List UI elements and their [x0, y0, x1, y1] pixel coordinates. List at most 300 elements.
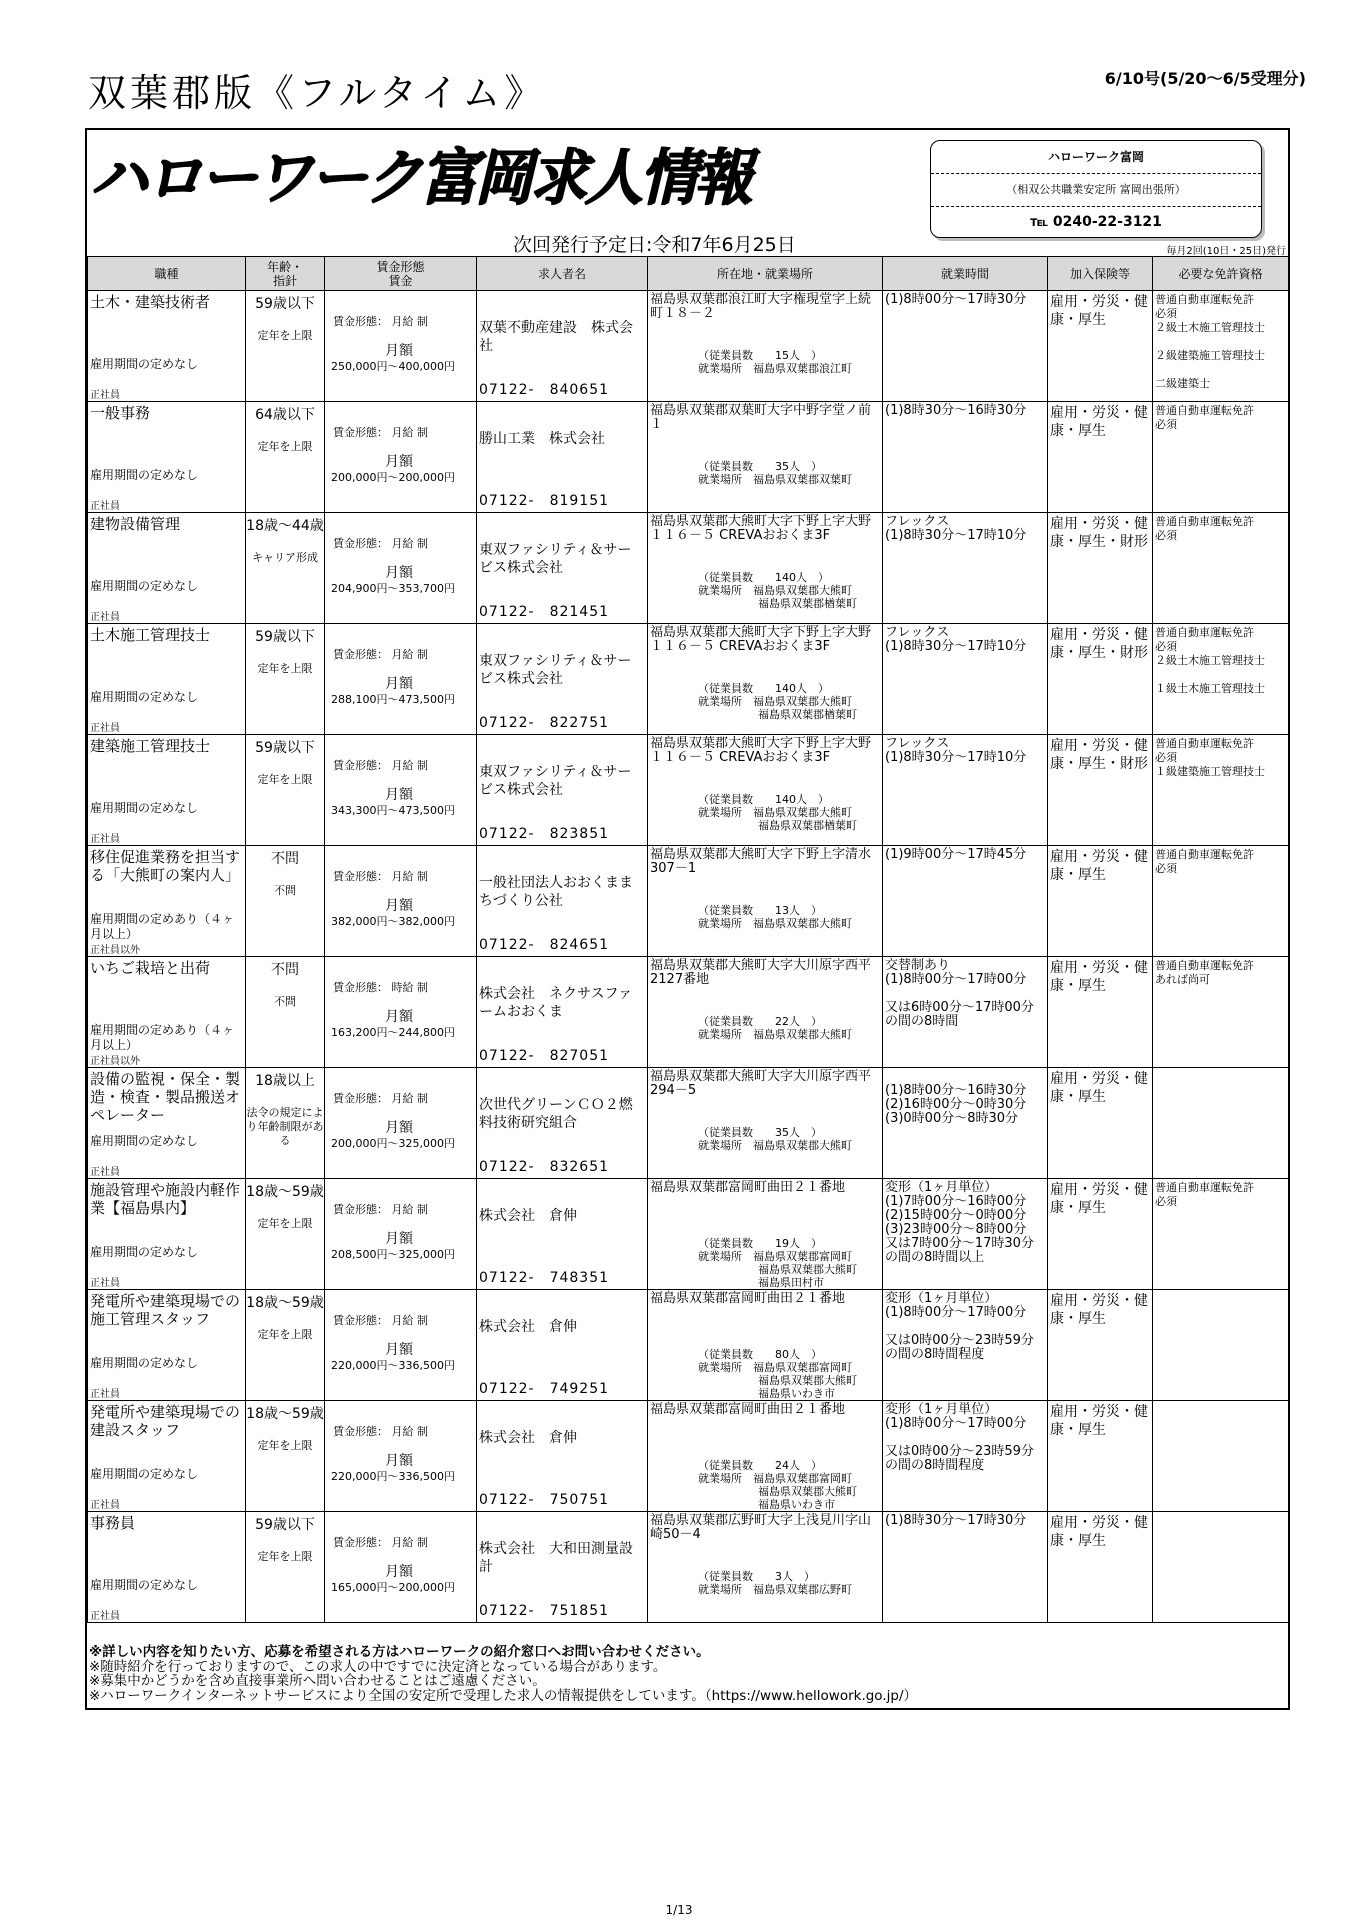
hours-line: (3)0時00分～8時30分	[885, 1111, 1019, 1126]
next-issue-date: 次回発行予定日:令和7年6月25日	[513, 234, 796, 256]
staff-count: （従業員数 19人 ）	[698, 1237, 822, 1250]
edition-label: 双葉郡版《フルタイム》	[88, 71, 547, 115]
license-list	[1155, 848, 1286, 876]
hours-line: (1)8時00分～17時00分	[885, 972, 1027, 987]
employer-cell	[477, 1179, 648, 1290]
age-limit: 59歳以下	[255, 296, 315, 312]
employment-type: 正社員	[90, 390, 120, 401]
occupation-cell	[88, 402, 246, 513]
wage-cell	[325, 624, 477, 735]
occupation-cell	[88, 1068, 246, 1179]
work-site: 就業場所 福島県双葉郡大熊町	[698, 695, 852, 708]
age-note: 不問	[274, 884, 296, 897]
age-cell	[246, 1512, 325, 1623]
work-hours	[885, 1292, 1045, 1362]
wage-cell	[325, 1401, 477, 1512]
col-occupation: 職種	[88, 257, 246, 291]
occupation-title: 移住促進業務を担当する「大熊町の案内人」	[90, 848, 241, 884]
work-site: 就業場所 福島県双葉郡大熊町	[698, 806, 852, 819]
age-limit: 不問	[271, 851, 299, 867]
staff-count: （従業員数 35人 ）	[698, 460, 822, 473]
staff-count: （従業員数 140人 ）	[698, 793, 829, 806]
wage-range: 250,000円～400,000円	[331, 360, 455, 373]
hours-line: フレックス	[885, 514, 950, 529]
insurance-cell	[1048, 735, 1153, 846]
employment-term: 雇用期間の定めなし	[90, 1134, 199, 1148]
employer-address: 福島県双葉郡大熊町大字大川原字西平294－5	[650, 1069, 872, 1098]
hours-cell	[883, 1401, 1048, 1512]
employer-name: 東双ファシリティ＆サービス株式会社	[479, 542, 632, 576]
license-cell	[1153, 1290, 1289, 1401]
occupation-cell	[88, 957, 246, 1068]
license-item: 普通自動車運転免許	[1155, 1181, 1254, 1194]
license-cell	[1153, 846, 1289, 957]
employer-name: 一般社団法人おおくままちづくり公社	[479, 875, 633, 909]
location-cell	[648, 1068, 883, 1179]
col-license: 必要な免許資格	[1153, 257, 1289, 291]
occupation-title: 設備の監視・保全・製造・検査・製品搬送オペレーター	[90, 1070, 241, 1124]
employment-term: 雇用期間の定めなし	[90, 579, 199, 593]
age-note: 定年を上限	[257, 1550, 313, 1563]
age-cell	[246, 513, 325, 624]
issue-label: 6/10号(5/20～6/5受理分)	[1104, 69, 1306, 88]
license-item: 普通自動車運転免許	[1155, 959, 1254, 972]
insurance-list: 雇用・労災・健康・厚生	[1050, 1293, 1148, 1327]
license-cell	[1153, 1401, 1289, 1512]
hours-line	[885, 1320, 1045, 1334]
license-item: 必須	[1155, 529, 1177, 542]
wage-unit: 月額	[385, 787, 413, 803]
location-cell	[648, 1512, 883, 1623]
occupation-cell	[88, 291, 246, 402]
work-site: 就業場所 福島県双葉郡富岡町	[698, 1472, 852, 1485]
hours-line: (2)16時00分～0時30分	[885, 1097, 1027, 1112]
wage-cell	[325, 513, 477, 624]
hours-line: (1)9時00分～17時45分	[885, 847, 1027, 862]
hours-line: (1)8時00分～16時30分	[885, 1083, 1027, 1098]
license-item: あれば尚可	[1155, 973, 1210, 986]
hours-line: (1)8時00分～17時00分	[885, 1416, 1027, 1431]
wage-type: 賃金形態： 月給 制	[333, 759, 428, 772]
employment-type: 正社員以外	[90, 1056, 140, 1067]
age-limit: 18歳～59歳	[246, 1406, 324, 1422]
wage-unit: 月額	[385, 343, 413, 359]
col-employer: 求人者名	[477, 257, 648, 291]
job-row	[88, 735, 1289, 846]
note-line: ※詳しい内容を知りたい方、応募を希望される方はハローワークの紹介窓口へお問い合わせください。	[89, 1644, 710, 1660]
occupation-title: 建物設備管理	[90, 515, 181, 533]
employment-term: 雇用期間の定めなし	[90, 1245, 199, 1259]
work-sites	[698, 584, 857, 610]
location-cell	[648, 846, 883, 957]
work-site: 就業場所 福島県双葉郡双葉町	[698, 473, 852, 486]
employer-cell	[477, 735, 648, 846]
wage-type: 賃金形態： 月給 制	[333, 1425, 428, 1438]
job-row	[88, 1068, 1289, 1179]
age-cell	[246, 846, 325, 957]
license-item: １級土木施工管理技士	[1155, 682, 1265, 695]
license-list	[1155, 737, 1286, 779]
employment-type: 正社員	[90, 1611, 120, 1622]
wage-type: 賃金形態： 月給 制	[333, 1314, 428, 1327]
occupation-title: 施設管理や施設内軽作業【福島県内】	[90, 1181, 241, 1217]
hours-line: (1)8時30分～17時10分	[885, 528, 1027, 543]
work-hours	[885, 1070, 1045, 1126]
employer-name: 株式会社 倉伸	[479, 1208, 577, 1224]
license-cell	[1153, 402, 1289, 513]
wage-cell	[325, 957, 477, 1068]
publish-frequency: 毎月2回(10日・25日)発行	[1166, 246, 1286, 257]
occupation-cell	[88, 513, 246, 624]
wage-range: 220,000円～336,500円	[331, 1359, 455, 1372]
notes	[89, 1645, 1286, 1703]
hours-line: 又は0時00分～23時59分	[885, 1333, 1034, 1348]
insurance-cell	[1048, 1068, 1153, 1179]
employer-name: 双葉不動産建設 株式会社	[479, 320, 633, 354]
employer-address: 福島県双葉郡広野町大字上浅見川字山崎50－4	[650, 1513, 872, 1542]
wage-range: 200,000円～200,000円	[331, 471, 455, 484]
job-row	[88, 957, 1289, 1068]
note-line: ※募集中かどうかを含め直接事業所へ問い合わせることはご遠慮ください。	[89, 1673, 546, 1689]
license-list	[1155, 1181, 1286, 1209]
location-cell	[648, 1401, 883, 1512]
wage-cell	[325, 291, 477, 402]
wage-range: 220,000円～336,500円	[331, 1470, 455, 1483]
hours-cell	[883, 1290, 1048, 1401]
wage-range: 163,200円～244,800円	[331, 1026, 455, 1039]
age-note: 定年を上限	[257, 440, 313, 453]
hours-cell	[883, 291, 1048, 402]
insurance-cell	[1048, 513, 1153, 624]
insurance-list: 雇用・労災・健康・厚生	[1050, 294, 1148, 328]
employer-address: 福島県双葉郡双葉町大字中野字堂ノ前１	[650, 403, 872, 432]
office-subtitle: （相双公共職業安定所 富岡出張所）	[931, 174, 1261, 207]
license-item: 普通自動車運転免許	[1155, 515, 1254, 528]
employer-address: 福島県双葉郡大熊町大字大川原字西平2127番地	[650, 958, 872, 987]
employment-term: 雇用期間の定めなし	[90, 1467, 199, 1481]
hours-line: 交替制あり	[885, 958, 951, 973]
insurance-list: 雇用・労災・健康・厚生	[1050, 1404, 1148, 1438]
job-number: 07122- 824651	[479, 937, 610, 953]
employer-cell	[477, 513, 648, 624]
hours-cell	[883, 513, 1048, 624]
page-title: ハローワーク富岡求人情報	[89, 141, 750, 213]
job-number: 07122- 822751	[479, 715, 610, 731]
hours-cell	[883, 735, 1048, 846]
work-site: 福島県双葉郡楢葉町	[758, 819, 857, 832]
insurance-list: 雇用・労災・健康・厚生	[1050, 1071, 1148, 1105]
wage-cell	[325, 1512, 477, 1623]
age-note: 定年を上限	[257, 1217, 313, 1230]
employer-name: 東双ファシリティ＆サービス株式会社	[479, 653, 632, 687]
work-sites	[698, 917, 852, 930]
age-note: 定年を上限	[257, 773, 313, 786]
work-site: 就業場所 福島県双葉郡大熊町	[698, 1139, 852, 1152]
occupation-title: 発電所や建築現場での建設スタッフ	[90, 1403, 241, 1439]
wage-cell	[325, 735, 477, 846]
office-phone: ℡ 0240-22-3121	[1030, 214, 1162, 230]
license-cell	[1153, 735, 1289, 846]
work-hours	[885, 1514, 1045, 1528]
work-sites	[698, 1472, 857, 1511]
employer-address: 福島県双葉郡大熊町大字下野上字清水307－1	[650, 847, 872, 876]
occupation-cell	[88, 735, 246, 846]
work-hours	[885, 959, 1045, 1029]
occupation-title: 土木施工管理技士	[90, 626, 211, 644]
work-sites	[698, 1250, 857, 1289]
wage-type: 賃金形態： 月給 制	[333, 1092, 428, 1105]
occupation-title: 一般事務	[90, 404, 151, 422]
insurance-cell	[1048, 1512, 1153, 1623]
hours-line: (1)8時30分～17時10分	[885, 639, 1027, 654]
employer-cell	[477, 846, 648, 957]
job-number: 07122- 819151	[479, 493, 610, 509]
work-sites	[698, 1028, 852, 1041]
insurance-cell	[1048, 846, 1153, 957]
location-cell	[648, 291, 883, 402]
note-line: ※随時紹介を行っておりますので、この求人の中ですでに決定済となっている場合があります。	[89, 1658, 667, 1675]
work-sites	[698, 362, 852, 375]
employer-cell	[477, 291, 648, 402]
job-number: 07122- 750751	[479, 1492, 610, 1508]
license-item: １級建築施工管理技士	[1155, 765, 1265, 778]
license-cell	[1153, 513, 1289, 624]
wage-range: 382,000円～382,000円	[331, 915, 455, 928]
employment-term: 雇用期間の定めなし	[90, 1356, 199, 1370]
hours-line: (1)8時30分～17時30分	[885, 1513, 1027, 1528]
job-row	[88, 1401, 1289, 1512]
work-site: 就業場所 福島県双葉郡富岡町	[698, 1361, 852, 1374]
hours-cell	[883, 402, 1048, 513]
employment-type: 正社員	[90, 1389, 120, 1400]
wage-cell	[325, 1068, 477, 1179]
employment-type: 正社員	[90, 501, 120, 512]
wage-unit: 月額	[385, 565, 413, 581]
work-site: 就業場所 福島県双葉郡広野町	[698, 1583, 852, 1596]
hours-line: の間の8時間程度	[885, 1458, 985, 1473]
col-wage: 賃金形態 賃金	[325, 257, 477, 291]
insurance-cell	[1048, 1290, 1153, 1401]
work-hours	[885, 515, 1045, 543]
wage-range: 200,000円～325,000円	[331, 1137, 455, 1150]
hours-line	[885, 987, 1045, 1001]
insurance-cell	[1048, 957, 1153, 1068]
license-item: 必須	[1155, 307, 1177, 320]
location-cell	[648, 402, 883, 513]
employer-address: 福島県双葉郡富岡町曲田２１番地	[650, 1402, 846, 1417]
work-sites	[698, 806, 857, 832]
employer-name: 株式会社 ネクサスファームおおくま	[479, 986, 633, 1020]
license-list	[1155, 404, 1286, 432]
age-note: 定年を上限	[257, 1328, 313, 1341]
age-limit: 18歳～59歳	[246, 1184, 324, 1200]
wage-type: 賃金形態： 月給 制	[333, 1536, 428, 1549]
job-row	[88, 1179, 1289, 1290]
hours-cell	[883, 1179, 1048, 1290]
wage-cell	[325, 1179, 477, 1290]
age-cell	[246, 1290, 325, 1401]
hours-line: の間の8時間	[885, 1014, 959, 1029]
employer-name: 株式会社 大和田測量設計	[479, 1541, 633, 1575]
wage-type: 賃金形態： 時給 制	[333, 981, 428, 994]
employer-name: 株式会社 倉伸	[479, 1319, 577, 1335]
age-note: キャリア形成	[252, 551, 318, 564]
occupation-title: 事務員	[90, 1514, 136, 1532]
license-list	[1155, 959, 1286, 987]
age-cell	[246, 402, 325, 513]
staff-count: （従業員数 140人 ）	[698, 682, 829, 695]
license-item: 必須	[1155, 418, 1177, 431]
employment-type: 正社員以外	[90, 945, 140, 956]
age-limit: 64歳以下	[255, 407, 315, 423]
wage-type: 賃金形態： 月給 制	[333, 426, 428, 439]
license-item: 必須	[1155, 751, 1177, 764]
age-cell	[246, 1179, 325, 1290]
license-cell	[1153, 1179, 1289, 1290]
occupation-cell	[88, 846, 246, 957]
license-item: 普通自動車運転免許	[1155, 293, 1254, 306]
job-number: 07122- 827051	[479, 1048, 610, 1064]
location-cell	[648, 1179, 883, 1290]
occupation-title: 発電所や建築現場での施工管理スタッフ	[90, 1292, 241, 1328]
job-number: 07122- 823851	[479, 826, 610, 842]
work-hours	[885, 404, 1045, 418]
hours-cell	[883, 957, 1048, 1068]
hours-cell	[883, 624, 1048, 735]
occupation-title: 土木・建築技術者	[90, 293, 211, 311]
age-limit: 18歳～44歳	[246, 518, 324, 534]
license-item: 普通自動車運転免許	[1155, 848, 1254, 861]
employer-name: 東双ファシリティ＆サービス株式会社	[479, 764, 632, 798]
job-number: 07122- 749251	[479, 1381, 610, 1397]
age-limit: 59歳以下	[255, 1517, 315, 1533]
table-header-row	[88, 257, 1289, 291]
license-item: 必須	[1155, 1195, 1177, 1208]
insurance-list: 雇用・労災・健康・厚生	[1050, 1182, 1148, 1216]
hours-line: (1)7時00分～16時00分	[885, 1194, 1027, 1209]
employment-term: 雇用期間の定めあり（４ヶ月以上）	[90, 912, 235, 941]
wage-unit: 月額	[385, 1564, 413, 1580]
hours-cell	[883, 1512, 1048, 1623]
employer-address: 福島県双葉郡大熊町大字下野上字大野１１６－５ CREVAおおくま3F	[650, 514, 872, 543]
location-cell	[648, 957, 883, 1068]
work-sites	[698, 473, 852, 486]
work-sites	[698, 695, 857, 721]
work-site: 福島県双葉郡大熊町	[758, 1263, 857, 1276]
age-note: 法令の規定により年齢制限がある	[246, 1106, 324, 1147]
employer-address: 福島県双葉郡富岡町曲田２１番地	[650, 1291, 846, 1306]
insurance-list: 雇用・労災・健康・厚生・財形	[1050, 516, 1148, 550]
occupation-cell	[88, 624, 246, 735]
wage-range: 165,000円～200,000円	[331, 1581, 455, 1594]
col-insurance: 加入保険等	[1048, 257, 1153, 291]
wage-unit: 月額	[385, 676, 413, 692]
location-cell	[648, 624, 883, 735]
employment-term: 雇用期間の定めあり（４ヶ月以上）	[90, 1023, 235, 1052]
hours-line: (1)8時00分～17時30分	[885, 292, 1027, 307]
staff-count: （従業員数 22人 ）	[698, 1015, 822, 1028]
occupation-cell	[88, 1290, 246, 1401]
col-location: 所在地・就業場所	[648, 257, 883, 291]
office-name: ハローワーク富岡	[931, 141, 1261, 174]
insurance-list: 雇用・労災・健康・厚生	[1050, 1515, 1148, 1549]
license-item: 普通自動車運転免許	[1155, 404, 1254, 417]
hours-line: 又は7時00分～17時30分	[885, 1236, 1034, 1251]
work-site: 就業場所 福島県双葉郡浪江町	[698, 362, 852, 375]
work-site: 就業場所 福島県双葉郡大熊町	[698, 584, 852, 597]
wage-unit: 月額	[385, 1009, 413, 1025]
insurance-cell	[1048, 402, 1153, 513]
col-hours: 就業時間	[883, 257, 1048, 291]
wage-cell	[325, 1290, 477, 1401]
hours-line: (1)8時30分～16時30分	[885, 403, 1027, 418]
age-limit: 不問	[271, 962, 299, 978]
age-cell	[246, 1401, 325, 1512]
hours-line: フレックス	[885, 625, 950, 640]
employer-cell	[477, 1512, 648, 1623]
hours-line: フレックス	[885, 736, 950, 751]
employment-type: 正社員	[90, 1278, 120, 1289]
license-cell	[1153, 957, 1289, 1068]
bulletin-frame	[85, 128, 1290, 1710]
work-hours	[885, 293, 1045, 307]
hours-line: (2)15時00分～0時00分	[885, 1208, 1027, 1223]
wage-unit: 月額	[385, 454, 413, 470]
license-cell	[1153, 624, 1289, 735]
job-number: 07122- 832651	[479, 1159, 610, 1175]
job-row	[88, 846, 1289, 957]
hours-line: 又は6時00分～17時00分	[885, 1000, 1034, 1015]
employer-cell	[477, 624, 648, 735]
employment-term: 雇用期間の定めなし	[90, 468, 199, 482]
staff-count: （従業員数 80人 ）	[698, 1348, 822, 1361]
employer-address: 福島県双葉郡富岡町曲田２１番地	[650, 1180, 846, 1195]
hours-line: 変形（1ヶ月単位）	[885, 1180, 998, 1195]
work-site: 福島県いわき市	[758, 1387, 835, 1400]
staff-count: （従業員数 35人 ）	[698, 1126, 822, 1139]
employer-name: 勝山工業 株式会社	[479, 431, 605, 447]
age-note: 不問	[274, 995, 296, 1008]
hours-cell	[883, 1068, 1048, 1179]
wage-unit: 月額	[385, 1120, 413, 1136]
age-cell	[246, 291, 325, 402]
work-site: 就業場所 福島県双葉郡大熊町	[698, 1028, 852, 1041]
occupation-cell	[88, 1512, 246, 1623]
insurance-cell	[1048, 1179, 1153, 1290]
employment-term: 雇用期間の定めなし	[90, 1578, 199, 1592]
age-limit: 18歳～59歳	[246, 1295, 324, 1311]
header	[87, 130, 1288, 256]
work-hours	[885, 626, 1045, 654]
insurance-cell	[1048, 624, 1153, 735]
age-cell	[246, 735, 325, 846]
hours-line	[885, 1070, 1045, 1084]
work-site: 福島県双葉郡大熊町	[758, 1374, 857, 1387]
job-number: 07122- 840651	[479, 382, 610, 398]
employment-type: 正社員	[90, 612, 120, 623]
work-sites	[698, 1139, 852, 1152]
wage-type: 賃金形態： 月給 制	[333, 870, 428, 883]
work-site: 就業場所 福島県双葉郡大熊町	[698, 917, 852, 930]
staff-count: （従業員数 3人 ）	[698, 1570, 815, 1583]
employment-type: 正社員	[90, 1500, 120, 1511]
employer-cell	[477, 402, 648, 513]
job-row	[88, 624, 1289, 735]
wage-unit: 月額	[385, 1453, 413, 1469]
hours-cell	[883, 846, 1048, 957]
job-row	[88, 1512, 1289, 1623]
work-site: 福島県双葉郡楢葉町	[758, 708, 857, 721]
